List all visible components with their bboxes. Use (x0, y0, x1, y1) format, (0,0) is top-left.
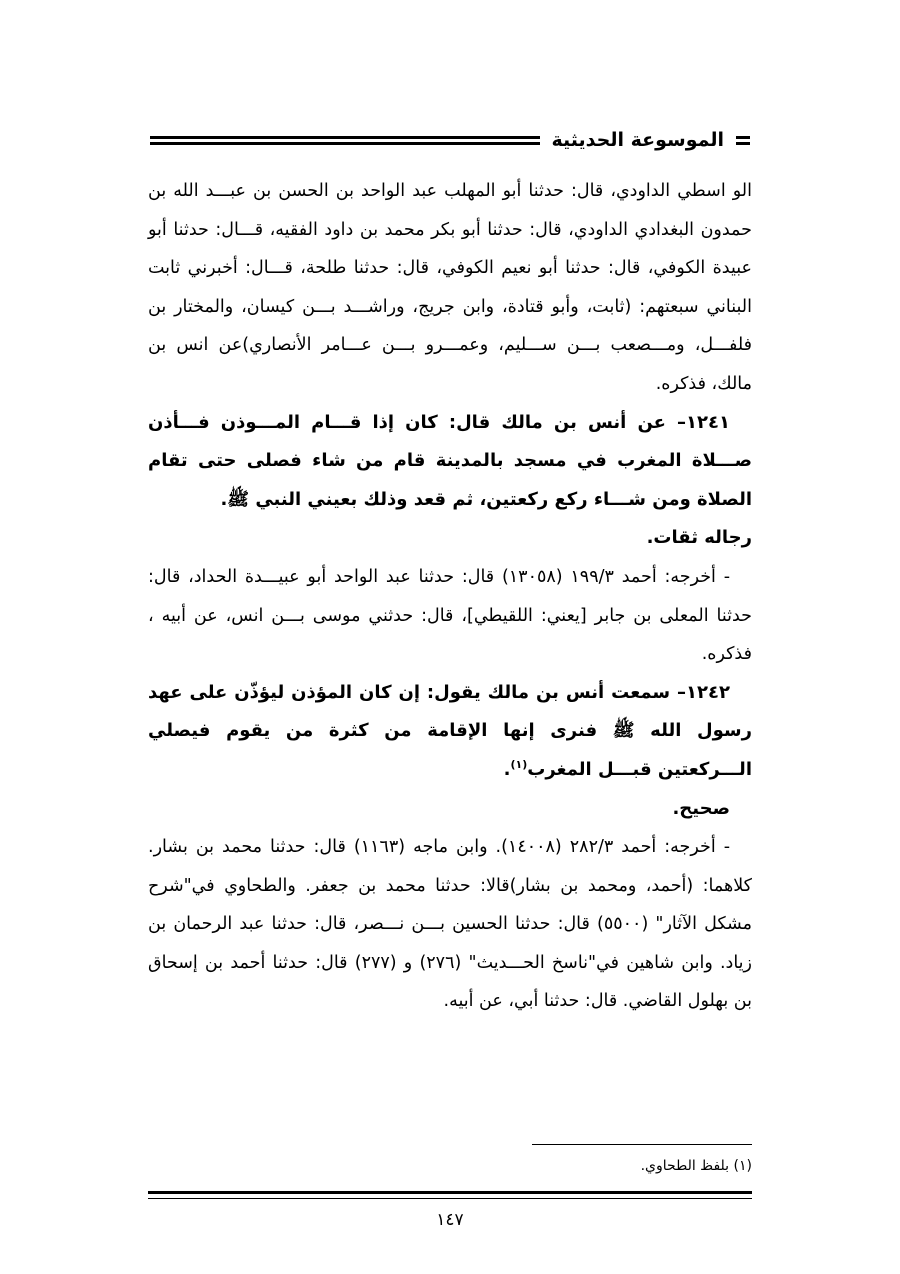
header-rule-right (736, 136, 750, 145)
main-text (148, 172, 752, 1021)
bottom-rule (148, 1191, 752, 1199)
running-header (150, 120, 750, 160)
footnote-text: (١) بلفظ الطحاوي. (640, 1158, 752, 1174)
hadith-1241: ١٢٤١– عن أنس بن مالك قال: كان إذا قـــام المـــوذن فـــأذن صـــلاة المغرب في مسجد بالمدينة قام من شاء فصلى حتى تقام الصلاة ومن شـــاء ركع ركعتين، ثم قعد وذلك بعيني النبي ﷺ. (148, 411, 752, 510)
takhrij-1241: - أخرجه: أحمد ١٩٩/٣ (١٣٠٥٨) قال: حدثنا عبد الواحد أبو عبيـــدة الحداد، قال: حدثنا المعلى بن جابر [يعني: اللقيطي]، قال: حدثني موسى بـــن انس، عن أبيه ، فذكره. (148, 566, 752, 665)
grading-1242: صحيح. (672, 797, 730, 819)
footnote-marker: (١) (510, 757, 528, 771)
header-rule-left (150, 136, 540, 145)
grading-1241: رجاله ثقات. (646, 527, 752, 549)
page-number: ١٤٧ (436, 1210, 464, 1230)
isnad-paragraph: الو اسطي الداودي، قال: حدثنا أبو المهلب عبد الواحد بن الحسن بن عبـــد الله بن حمدون البغدادي الداودي، قال: حدثنا أبو بكر محمد بن داود الفقيه، قـــال: حدثنا أبو عبيدة الكوفي، قال: حدثنا أبو نعيم الكوفي، قال: حدثنا طلحة، قـــال: أخبرني ثابت البناني سبعتهم: (ثابت، وأبو قتادة، وابن جريج، وراشـــد بـــن كيسان، والمختار بن فلفـــل، ومـــصعب بـــن ســـليم، وعمـــرو بـــن عـــامر الأنصاري)عن انس بن مالك، فذكره. (148, 181, 752, 394)
hadith-1242-text: ١٢٤٢– سمعت أنس بن مالك يقول: إن كان المؤذن ليؤذّن على عهد رسول الله ﷺ فنرى إنها الإقامة من كثرة من يقوم فيصلي الـــركعتين قبـــل المغرب (148, 681, 752, 780)
header-title: الموسوعة الحديثية (551, 129, 724, 151)
hadith-1242 (148, 674, 752, 790)
hadith-1242-end: . (503, 758, 511, 780)
takhrij-1242: - أخرجه: أحمد ٢٨٢/٣ (١٤٠٠٨). وابن ماجه (١١٦٣) قال: حدثنا محمد بن بشار. كلاهما: (أحمد، ومحمد بن بشار)قالا: حدثنا محمد بن جعفر. والطحاوي في"شرح مشكل الآثار" (٥٥٠٠) قال: حدثنا الحسين بـــن نـــصر، قال: حدثنا عبد الرحمان بن زياد. وابن شاهين في"ناسخ الحـــديث" (٢٧٦) و (٢٧٧) قال: حدثنا أحمد بن إسحاق بن بهلول القاضي. قال: حدثنا أبي، عن أبيه. (148, 837, 752, 1012)
footnote-separator (532, 1144, 752, 1145)
